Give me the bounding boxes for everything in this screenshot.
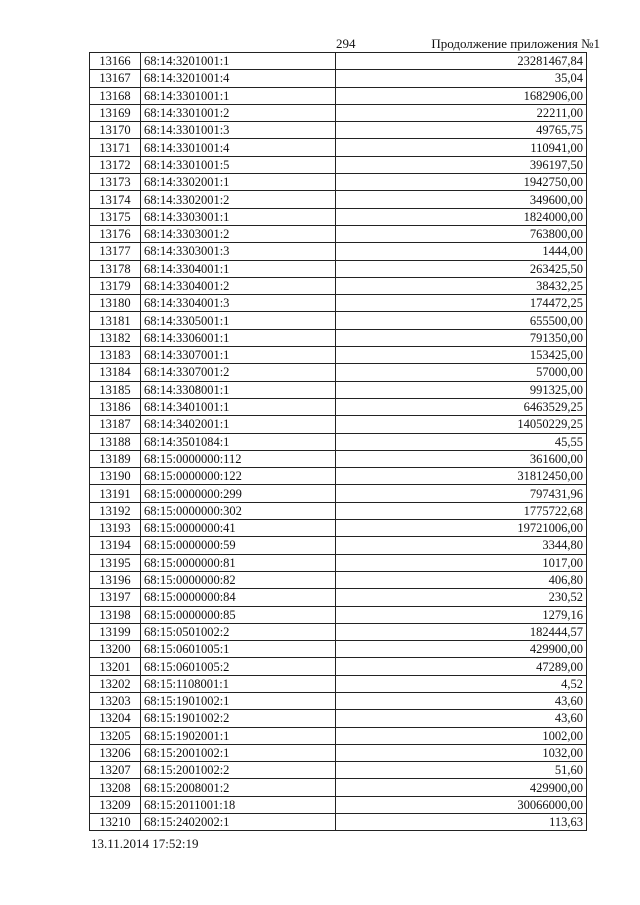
- cadastral-value: 19721006,00: [336, 520, 587, 537]
- row-number: 13193: [90, 520, 141, 537]
- cadastral-number: 68:14:3304001:1: [141, 260, 336, 277]
- row-number: 13204: [90, 710, 141, 727]
- print-timestamp: 13.11.2014 17:52:19: [91, 836, 199, 851]
- cadastral-number: 68:14:3303001:3: [141, 243, 336, 260]
- row-number: 13198: [90, 606, 141, 623]
- row-number: 13166: [90, 53, 141, 70]
- cadastral-value: 361600,00: [336, 450, 587, 467]
- cadastral-value: 57000,00: [336, 364, 587, 381]
- row-number: 13188: [90, 433, 141, 450]
- row-number: 13168: [90, 87, 141, 104]
- table-row: [90, 814, 587, 831]
- table-row: [90, 139, 587, 156]
- cadastral-number: 68:14:3201001:4: [141, 70, 336, 87]
- table-row: [90, 381, 587, 398]
- row-number: 13208: [90, 779, 141, 796]
- table-row: [90, 277, 587, 294]
- cadastral-number: 68:15:2402002:1: [141, 814, 336, 831]
- row-number: 13172: [90, 156, 141, 173]
- page-number: 294: [336, 36, 356, 51]
- cadastral-value: 47289,00: [336, 658, 587, 675]
- table-row: [90, 433, 587, 450]
- cadastral-number: 68:15:1902001:1: [141, 727, 336, 744]
- cadastral-value: 113,63: [336, 814, 587, 831]
- cadastral-number: 68:15:1108001:1: [141, 675, 336, 692]
- cadastral-value: 43,60: [336, 710, 587, 727]
- table-row: [90, 692, 587, 709]
- cadastral-number: 68:15:2001002:2: [141, 762, 336, 779]
- cadastral-number: 68:15:0601005:1: [141, 641, 336, 658]
- cadastral-value: 174472,25: [336, 295, 587, 312]
- table-row: [90, 191, 587, 208]
- row-number: 13206: [90, 744, 141, 761]
- cadastral-value: 31812450,00: [336, 468, 587, 485]
- row-number: 13167: [90, 70, 141, 87]
- table-row: [90, 243, 587, 260]
- row-number: 13187: [90, 416, 141, 433]
- cadastral-number: 68:14:3501084:1: [141, 433, 336, 450]
- table-row: [90, 260, 587, 277]
- table-row: [90, 796, 587, 813]
- row-number: 13176: [90, 225, 141, 242]
- cadastral-number: 68:14:3306001:1: [141, 329, 336, 346]
- cadastral-number: 68:15:0000000:59: [141, 537, 336, 554]
- cadastral-number: 68:15:2011001:18: [141, 796, 336, 813]
- table-row: [90, 641, 587, 658]
- register-table-body: [90, 53, 587, 831]
- row-number: 13179: [90, 277, 141, 294]
- cadastral-value: 51,60: [336, 762, 587, 779]
- row-number: 13169: [90, 104, 141, 121]
- cadastral-value: 14050229,25: [336, 416, 587, 433]
- cadastral-value: 1942750,00: [336, 174, 587, 191]
- row-number: 13195: [90, 554, 141, 571]
- cadastral-value: 153425,00: [336, 347, 587, 364]
- cadastral-number: 68:15:2001002:1: [141, 744, 336, 761]
- register-table: [89, 52, 587, 831]
- cadastral-value: 1017,00: [336, 554, 587, 571]
- table-row: [90, 710, 587, 727]
- cadastral-number: 68:14:3307001:1: [141, 347, 336, 364]
- row-number: 13210: [90, 814, 141, 831]
- row-number: 13190: [90, 468, 141, 485]
- cadastral-number: 68:14:3201001:1: [141, 53, 336, 70]
- cadastral-value: 396197,50: [336, 156, 587, 173]
- row-number: 13205: [90, 727, 141, 744]
- row-number: 13171: [90, 139, 141, 156]
- cadastral-value: 1279,16: [336, 606, 587, 623]
- row-number: 13173: [90, 174, 141, 191]
- row-number: 13186: [90, 398, 141, 415]
- row-number: 13183: [90, 347, 141, 364]
- cadastral-value: 991325,00: [336, 381, 587, 398]
- row-number: 13209: [90, 796, 141, 813]
- table-row: [90, 295, 587, 312]
- table-row: [90, 208, 587, 225]
- row-number: 13191: [90, 485, 141, 502]
- cadastral-number: 68:15:0601005:2: [141, 658, 336, 675]
- row-number: 13184: [90, 364, 141, 381]
- continuation-label: Продолжение приложения №1: [431, 36, 600, 51]
- cadastral-value: 1032,00: [336, 744, 587, 761]
- table-row: [90, 468, 587, 485]
- table-row: [90, 329, 587, 346]
- row-number: 13200: [90, 641, 141, 658]
- cadastral-number: 68:14:3307001:2: [141, 364, 336, 381]
- table-row: [90, 520, 587, 537]
- row-number: 13189: [90, 450, 141, 467]
- cadastral-number: 68:15:0000000:84: [141, 589, 336, 606]
- cadastral-value: 1444,00: [336, 243, 587, 260]
- row-number: 13203: [90, 692, 141, 709]
- table-row: [90, 347, 587, 364]
- cadastral-number: 68:15:2008001:2: [141, 779, 336, 796]
- cadastral-number: 68:14:3301001:5: [141, 156, 336, 173]
- table-row: [90, 122, 587, 139]
- cadastral-number: 68:15:1901002:1: [141, 692, 336, 709]
- cadastral-value: 35,04: [336, 70, 587, 87]
- cadastral-value: 1682906,00: [336, 87, 587, 104]
- table-row: [90, 398, 587, 415]
- cadastral-number: 68:15:0000000:122: [141, 468, 336, 485]
- cadastral-value: 23281467,84: [336, 53, 587, 70]
- row-number: 13207: [90, 762, 141, 779]
- cadastral-value: 45,55: [336, 433, 587, 450]
- table-row: [90, 156, 587, 173]
- cadastral-number: 68:14:3302001:1: [141, 174, 336, 191]
- table-row: [90, 744, 587, 761]
- table-row: [90, 416, 587, 433]
- row-number: 13178: [90, 260, 141, 277]
- row-number: 13175: [90, 208, 141, 225]
- table-row: [90, 606, 587, 623]
- row-number: 13201: [90, 658, 141, 675]
- cadastral-value: 791350,00: [336, 329, 587, 346]
- cadastral-number: 68:14:3301001:4: [141, 139, 336, 156]
- table-row: [90, 312, 587, 329]
- row-number: 13194: [90, 537, 141, 554]
- table-row: [90, 589, 587, 606]
- table-row: [90, 70, 587, 87]
- cadastral-number: 68:15:0000000:81: [141, 554, 336, 571]
- table-row: [90, 658, 587, 675]
- row-number: 13181: [90, 312, 141, 329]
- table-row: [90, 502, 587, 519]
- cadastral-value: 655500,00: [336, 312, 587, 329]
- row-number: 13177: [90, 243, 141, 260]
- cadastral-number: 68:15:0000000:82: [141, 571, 336, 588]
- row-number: 13192: [90, 502, 141, 519]
- cadastral-number: 68:14:3303001:1: [141, 208, 336, 225]
- row-number: 13170: [90, 122, 141, 139]
- cadastral-number: 68:14:3304001:3: [141, 295, 336, 312]
- row-number: 13180: [90, 295, 141, 312]
- table-row: [90, 53, 587, 70]
- cadastral-number: 68:14:3303001:2: [141, 225, 336, 242]
- cadastral-value: 230,52: [336, 589, 587, 606]
- table-row: [90, 485, 587, 502]
- table-row: [90, 174, 587, 191]
- cadastral-value: 6463529,25: [336, 398, 587, 415]
- cadastral-value: 110941,00: [336, 139, 587, 156]
- row-number: 13182: [90, 329, 141, 346]
- table-row: [90, 762, 587, 779]
- row-number: 13197: [90, 589, 141, 606]
- cadastral-value: 763800,00: [336, 225, 587, 242]
- cadastral-number: 68:15:0000000:299: [141, 485, 336, 502]
- table-row: [90, 225, 587, 242]
- row-number: 13202: [90, 675, 141, 692]
- cadastral-value: 4,52: [336, 675, 587, 692]
- cadastral-value: 1002,00: [336, 727, 587, 744]
- cadastral-value: 1824000,00: [336, 208, 587, 225]
- cadastral-value: 406,80: [336, 571, 587, 588]
- cadastral-number: 68:14:3402001:1: [141, 416, 336, 433]
- cadastral-number: 68:14:3304001:2: [141, 277, 336, 294]
- cadastral-number: 68:14:3302001:2: [141, 191, 336, 208]
- row-number: 13196: [90, 571, 141, 588]
- cadastral-value: 30066000,00: [336, 796, 587, 813]
- table-row: [90, 554, 587, 571]
- table-row: [90, 623, 587, 640]
- cadastral-value: 22211,00: [336, 104, 587, 121]
- row-number: 13174: [90, 191, 141, 208]
- cadastral-number: 68:14:3308001:1: [141, 381, 336, 398]
- table-row: [90, 779, 587, 796]
- cadastral-number: 68:14:3301001:2: [141, 104, 336, 121]
- cadastral-number: 68:15:0000000:302: [141, 502, 336, 519]
- cadastral-number: 68:14:3305001:1: [141, 312, 336, 329]
- table-row: [90, 571, 587, 588]
- table-row: [90, 675, 587, 692]
- table-row: [90, 727, 587, 744]
- cadastral-value: 1775722,68: [336, 502, 587, 519]
- cadastral-value: 263425,50: [336, 260, 587, 277]
- cadastral-number: 68:15:0000000:85: [141, 606, 336, 623]
- row-number: 13199: [90, 623, 141, 640]
- cadastral-value: 38432,25: [336, 277, 587, 294]
- cadastral-value: 182444,57: [336, 623, 587, 640]
- table-row: [90, 104, 587, 121]
- cadastral-value: 429900,00: [336, 779, 587, 796]
- cadastral-value: 429900,00: [336, 641, 587, 658]
- cadastral-value: 797431,96: [336, 485, 587, 502]
- cadastral-value: 49765,75: [336, 122, 587, 139]
- cadastral-number: 68:15:0000000:112: [141, 450, 336, 467]
- cadastral-number: 68:14:3301001:3: [141, 122, 336, 139]
- cadastral-number: 68:15:0501002:2: [141, 623, 336, 640]
- table-row: [90, 537, 587, 554]
- cadastral-number: 68:14:3401001:1: [141, 398, 336, 415]
- cadastral-number: 68:15:1901002:2: [141, 710, 336, 727]
- table-row: [90, 364, 587, 381]
- cadastral-number: 68:15:0000000:41: [141, 520, 336, 537]
- row-number: 13185: [90, 381, 141, 398]
- cadastral-value: 349600,00: [336, 191, 587, 208]
- table-row: [90, 87, 587, 104]
- cadastral-value: 3344,80: [336, 537, 587, 554]
- cadastral-number: 68:14:3301001:1: [141, 87, 336, 104]
- table-row: [90, 450, 587, 467]
- cadastral-value: 43,60: [336, 692, 587, 709]
